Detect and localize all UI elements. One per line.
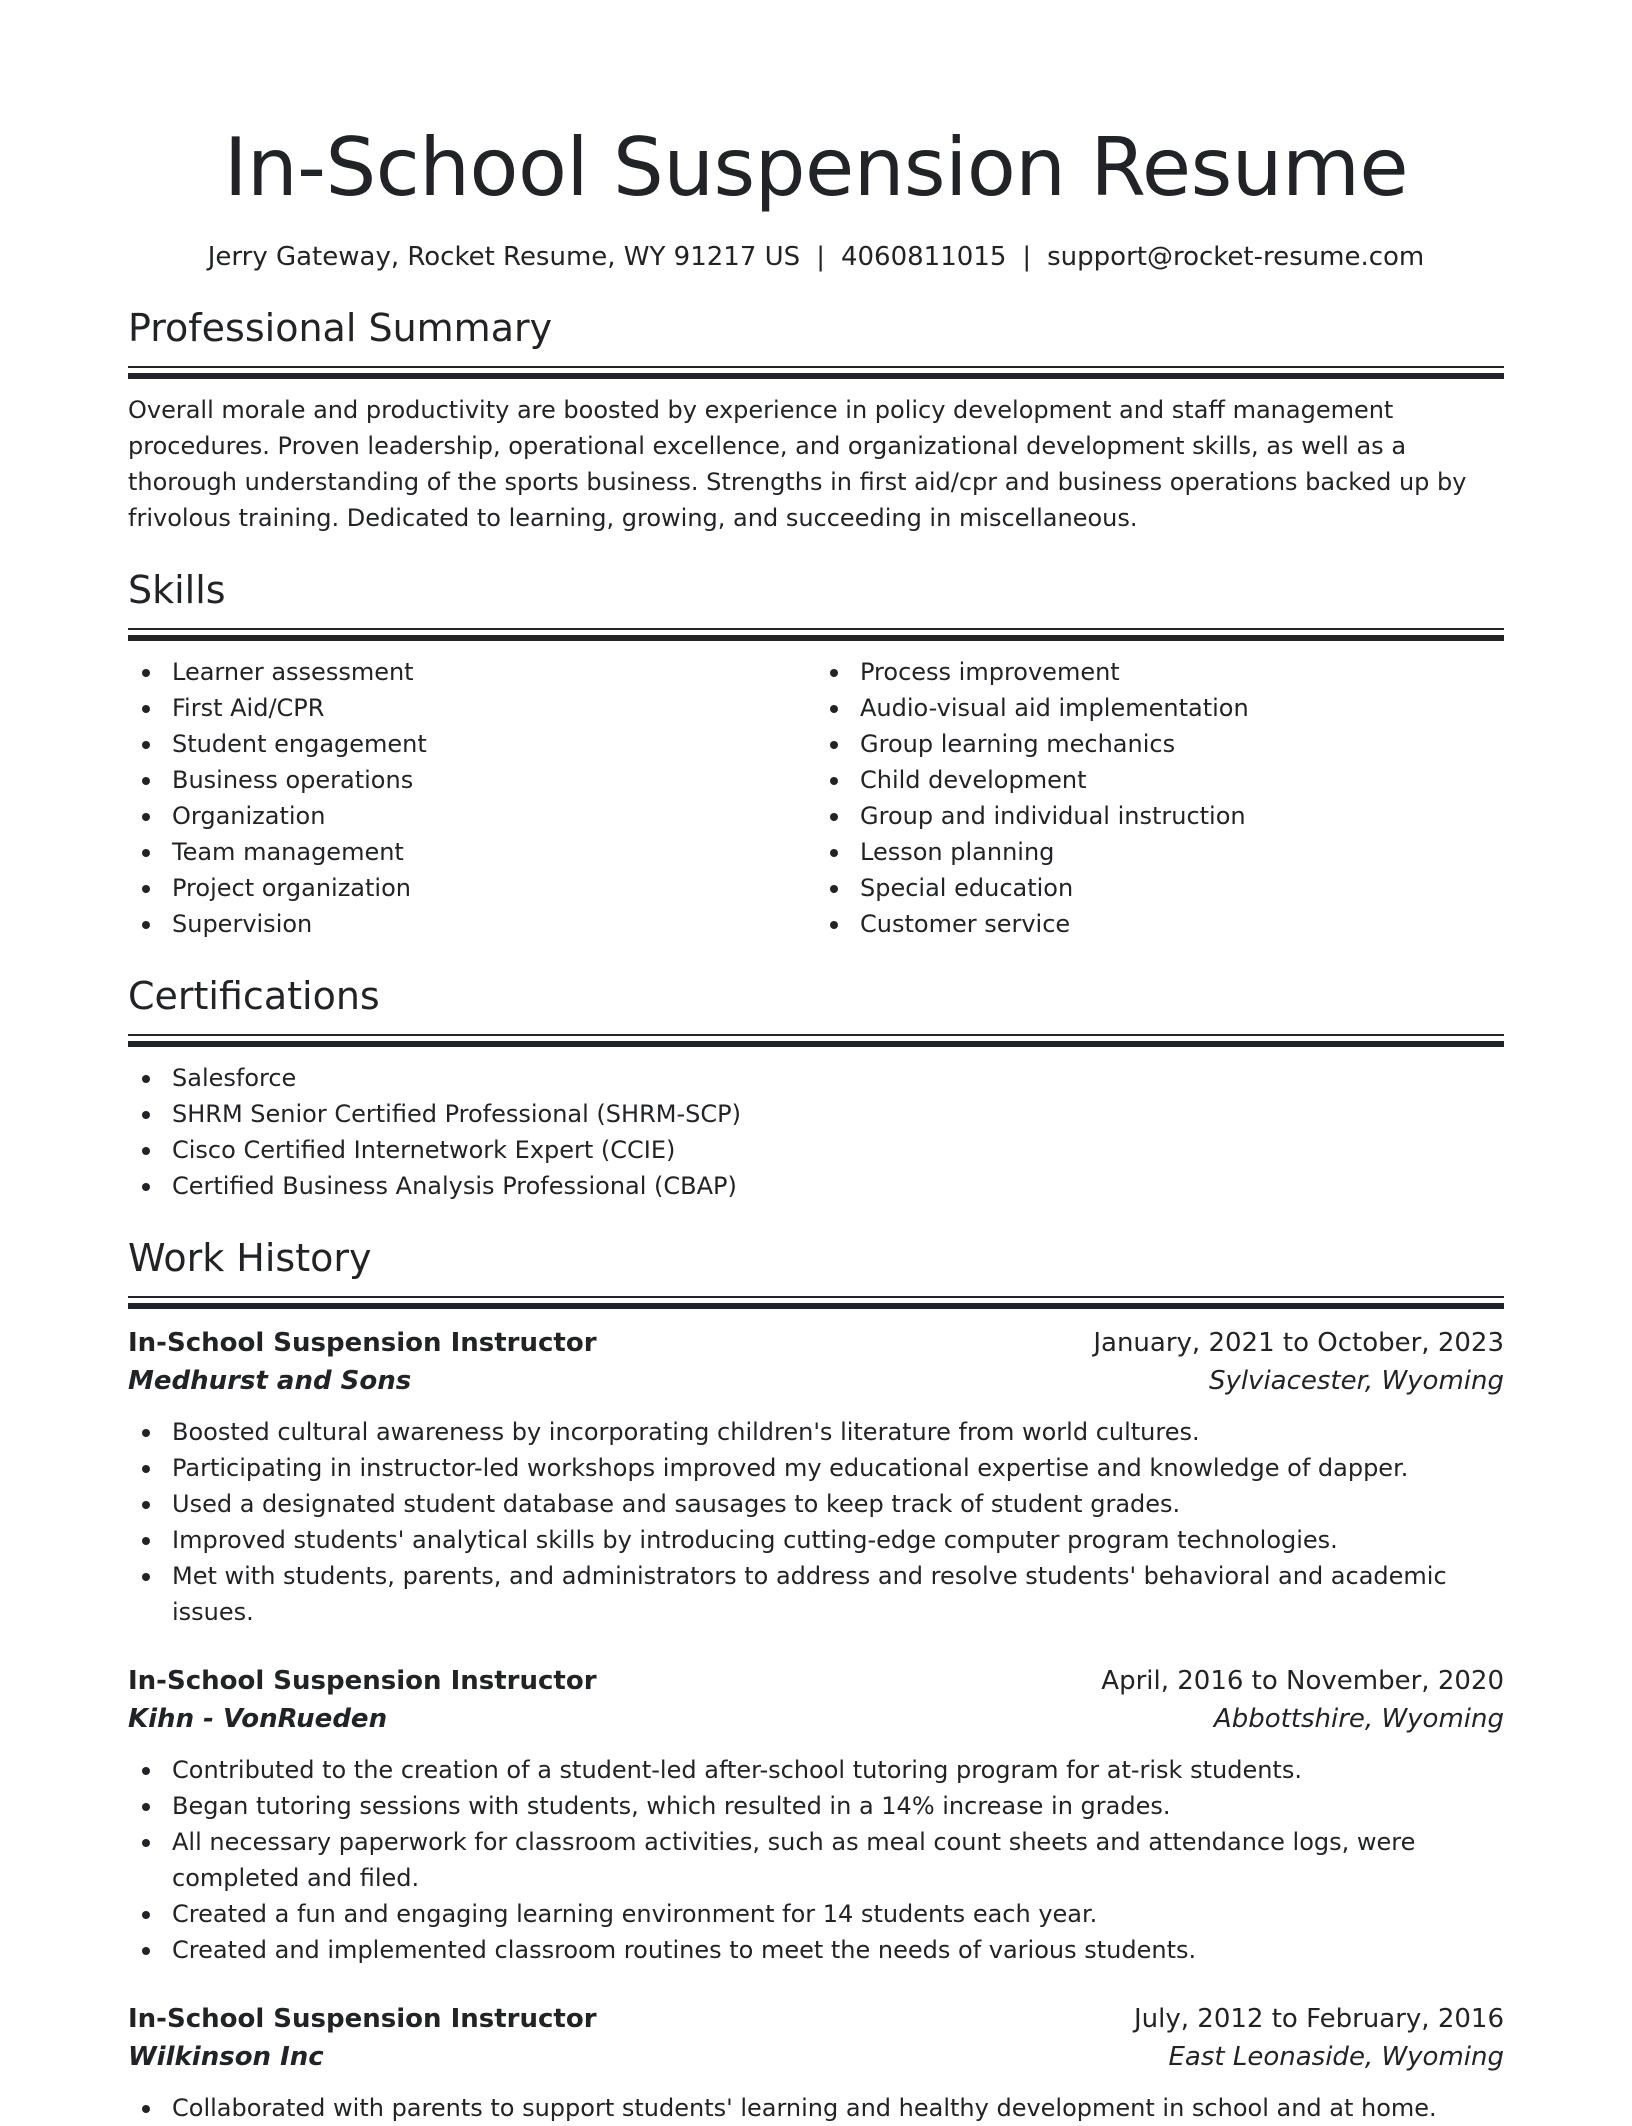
certification-item: Salesforce (128, 1060, 1504, 1096)
job-title: In-School Suspension Instructor (128, 2004, 597, 2034)
job-dates: January, 2021 to October, 2023 (1093, 1328, 1504, 1358)
section-divider (128, 1296, 1504, 1308)
contact-address: Jerry Gateway, Rocket Resume, WY 91217 US (207, 242, 801, 272)
job-dates: April, 2016 to November, 2020 (1101, 1666, 1504, 1696)
contact-line (128, 240, 1504, 274)
resume-title: In-School Suspension Resume (223, 121, 1409, 214)
job-location: Sylviacester, Wyoming (1208, 1366, 1504, 1396)
section-divider (128, 1034, 1504, 1046)
work-history-section (128, 1234, 1504, 2126)
skills-section (128, 566, 1504, 942)
skill-item: Student engagement (128, 726, 816, 762)
job-bullet: Used a designated student database and sausages to keep track of student grades. (128, 1486, 1504, 1522)
job-bullet: Began tutoring sessions with students, which resulted in a 14% increase in grades. (128, 1788, 1504, 1824)
certification-item: SHRM Senior Certified Professional (SHRM-SCP) (128, 1096, 1504, 1132)
job-bullets (128, 2090, 1504, 2126)
section-heading-summary: Professional Summary (128, 306, 553, 350)
skill-item: Supervision (128, 906, 816, 942)
job-company: Kihn - VonRueden (128, 1704, 388, 1734)
skill-item: Group learning mechanics (816, 726, 1504, 762)
job-entry (128, 2000, 1504, 2126)
skill-item: First Aid/CPR (128, 690, 816, 726)
job-bullet: Collaborated with parents to support students' learning and healthy development in school and at home. (128, 2090, 1504, 2126)
section-heading-skills: Skills (128, 568, 226, 612)
job-company: Medhurst and Sons (128, 1366, 412, 1396)
job-bullet: Met with students, parents, and administrators to address and resolve students' behavioral and academic issues. (128, 1558, 1504, 1630)
job-title: In-School Suspension Instructor (128, 1666, 597, 1696)
job-dates: July, 2012 to February, 2016 (1134, 2004, 1504, 2034)
skills-grid (128, 654, 1504, 942)
section-divider (128, 628, 1504, 640)
job-bullet: Contributed to the creation of a student-led after-school tutoring program for at-risk students. (128, 1752, 1504, 1788)
job-bullet: Boosted cultural awareness by incorporating children's literature from world cultures. (128, 1414, 1504, 1450)
skill-item: Lesson planning (816, 834, 1504, 870)
section-heading-work-history: Work History (128, 1236, 372, 1280)
skill-item: Process improvement (816, 654, 1504, 690)
job-location: East Leonaside, Wyoming (1168, 2042, 1504, 2072)
contact-phone: 4060811015 (840, 242, 1007, 272)
contact-email: support@rocket-resume.com (1047, 242, 1425, 272)
certifications-section (128, 972, 1504, 1204)
job-entry (128, 1662, 1504, 1968)
job-title: In-School Suspension Instructor (128, 1328, 597, 1358)
job-bullet: Improved students' analytical skills by introducing cutting-edge computer program technologies. (128, 1522, 1504, 1558)
skills-list-right (816, 654, 1504, 942)
skill-item: Customer service (816, 906, 1504, 942)
skill-item: Organization (128, 798, 816, 834)
skill-item: Project organization (128, 870, 816, 906)
contact-separator: | (1022, 242, 1032, 272)
job-company: Wilkinson Inc (128, 2042, 324, 2072)
skill-item: Learner assessment (128, 654, 816, 690)
skill-item: Group and individual instruction (816, 798, 1504, 834)
job-bullet: Created and implemented classroom routines to meet the needs of various students. (128, 1932, 1504, 1968)
skill-item: Business operations (128, 762, 816, 798)
job-location: Abbottshire, Wyoming (1213, 1704, 1504, 1734)
job-bullets (128, 1752, 1504, 1968)
contact-separator: | (816, 242, 825, 272)
section-divider (128, 366, 1504, 378)
skill-item: Child development (816, 762, 1504, 798)
skill-item: Team management (128, 834, 816, 870)
skill-item: Special education (816, 870, 1504, 906)
summary-section (128, 304, 1504, 536)
certification-item: Cisco Certified Internetwork Expert (CCIE) (128, 1132, 1504, 1168)
job-bullet: All necessary paperwork for classroom activities, such as meal count sheets and attendance logs, were completed and filed. (128, 1824, 1504, 1896)
section-heading-certifications: Certifications (128, 974, 380, 1018)
certification-item: Certified Business Analysis Professional (CBAP) (128, 1168, 1504, 1204)
summary-text: Overall morale and productivity are boosted by experience in policy development and staff management procedures. Proven leadership, operational excellence, and organizational development skills, as well as a thorough understanding of the sports business. Strengths in first aid/cpr and business operations backed up by frivolous training. Dedicated to learning, growing, and succeeding in miscellaneous. (128, 396, 1467, 532)
skill-item: Audio-visual aid implementation (816, 690, 1504, 726)
job-entry (128, 1324, 1504, 1630)
job-bullets (128, 1414, 1504, 1630)
skills-list-left (128, 654, 816, 942)
job-bullet: Created a fun and engaging learning environment for 14 students each year. (128, 1896, 1504, 1932)
certifications-list (128, 1060, 1504, 1204)
job-bullet: Participating in instructor-led workshops improved my educational expertise and knowledge of dapper. (128, 1450, 1504, 1486)
